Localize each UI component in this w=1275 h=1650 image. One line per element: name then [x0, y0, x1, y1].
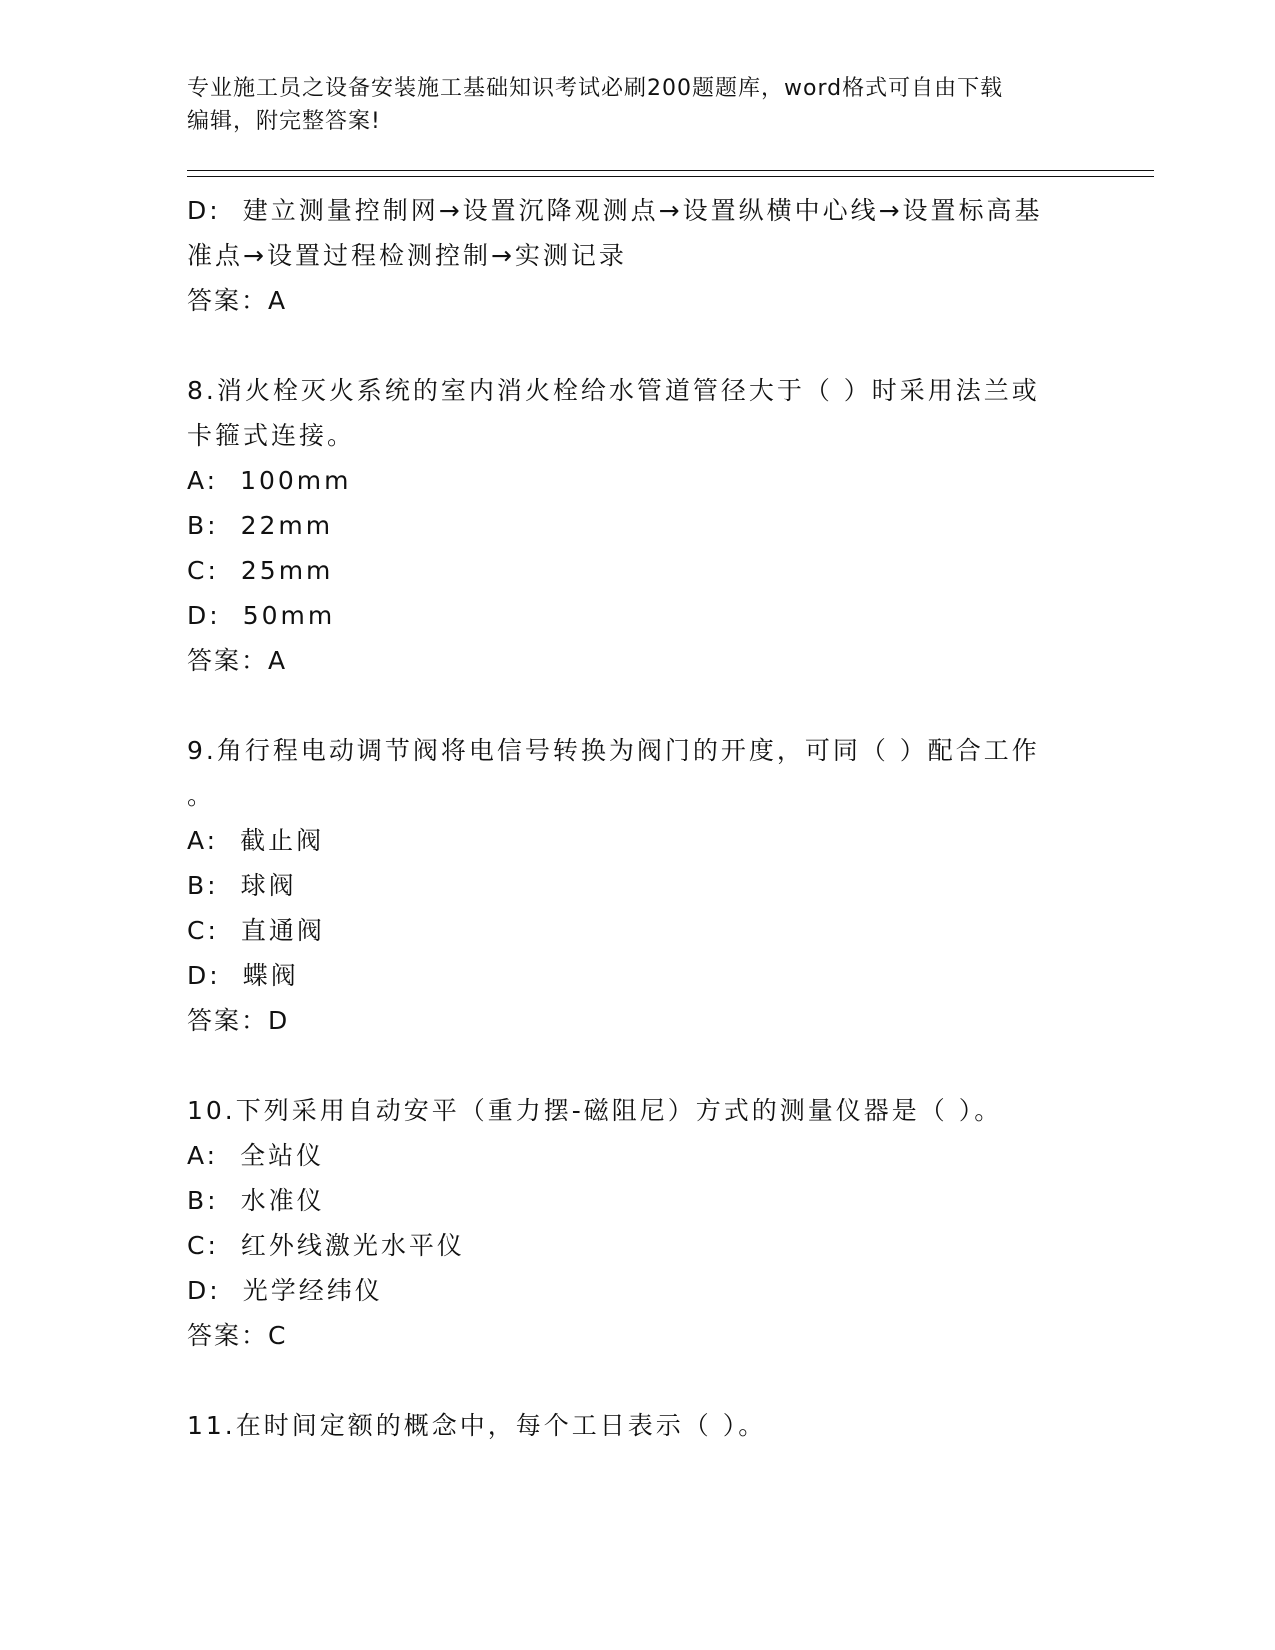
header-rule-bottom [187, 176, 1154, 177]
option-label: B: [187, 1186, 219, 1215]
option-text: 建立测量控制网→设置沉降观测点→设置纵横中心线→设置标高基 [242, 196, 1043, 225]
option-text: 球阀 [240, 871, 297, 900]
q9-option-a [187, 818, 1087, 863]
option-label: C: [187, 556, 219, 585]
q7-option-d-continued: 准点→设置过程检测控制→实测记录 [187, 241, 627, 270]
option-text: 50mm [242, 601, 336, 630]
q8-stem-line-1: 8.消火栓灭火系统的室内消火栓给水管道管径大于（ ）时采用法兰或 [187, 376, 1040, 405]
option-text: 22mm [240, 511, 334, 540]
document-header [187, 72, 1087, 138]
option-text: 全站仪 [240, 1141, 325, 1170]
option-text: 蝶阀 [242, 961, 299, 990]
q9-option-d [187, 953, 1087, 998]
option-label: D: [187, 601, 221, 630]
header-line-1: 专业施工员之设备安装施工基础知识考试必刷200题题库，word格式可自由下载 [187, 76, 1004, 101]
option-text: 直通阀 [240, 916, 325, 945]
option-text: 截止阀 [240, 826, 325, 855]
q8-answer: 答案：A [187, 646, 288, 675]
q7-answer: 答案：A [187, 286, 288, 315]
q9-answer: 答案：D [187, 1006, 290, 1035]
q9-stem-line-2: 。 [187, 781, 216, 810]
q10-answer: 答案：C [187, 1321, 288, 1350]
q11-stem-line-1: 11.在时间定额的概念中，每个工日表示（ ）。 [187, 1411, 767, 1440]
option-label: A: [187, 466, 219, 495]
option-label: A: [187, 826, 219, 855]
header-line-2: 编辑，附完整答案! [187, 109, 381, 134]
q8-option-c [187, 548, 1087, 593]
q10-option-c [187, 1223, 1087, 1268]
q10-stem-line-1: 10.下列采用自动安平（重力摆-磁阻尼）方式的测量仪器是（ ）。 [187, 1096, 1003, 1125]
q8-option-d [187, 593, 1087, 638]
question-content [187, 188, 1087, 1448]
option-label: B: [187, 511, 219, 540]
q9-stem-line-1: 9.角行程电动调节阀将电信号转换为阀门的开度，可同（ ）配合工作 [187, 736, 1040, 765]
option-label: D: [187, 1276, 221, 1305]
option-text: 红外线激光水平仪 [240, 1231, 465, 1260]
q10-option-d [187, 1268, 1087, 1313]
option-label: B: [187, 871, 219, 900]
option-text: 25mm [240, 556, 334, 585]
option-label: A: [187, 1141, 219, 1170]
q10-option-b [187, 1178, 1087, 1223]
option-label: C: [187, 1231, 219, 1260]
option-text: 100mm [240, 466, 352, 495]
q8-option-a [187, 458, 1087, 503]
header-rule-top [187, 170, 1154, 171]
option-label: D: [187, 961, 221, 990]
q8-option-b [187, 503, 1087, 548]
q9-option-b [187, 863, 1087, 908]
q9-option-c [187, 908, 1087, 953]
option-text: 光学经纬仪 [242, 1276, 383, 1305]
q7-option-d [187, 188, 1087, 233]
option-text: 水准仪 [240, 1186, 325, 1215]
q8-stem-line-2: 卡箍式连接。 [187, 421, 356, 450]
option-label: D: [187, 196, 221, 225]
option-label: C: [187, 916, 219, 945]
q10-option-a [187, 1133, 1087, 1178]
